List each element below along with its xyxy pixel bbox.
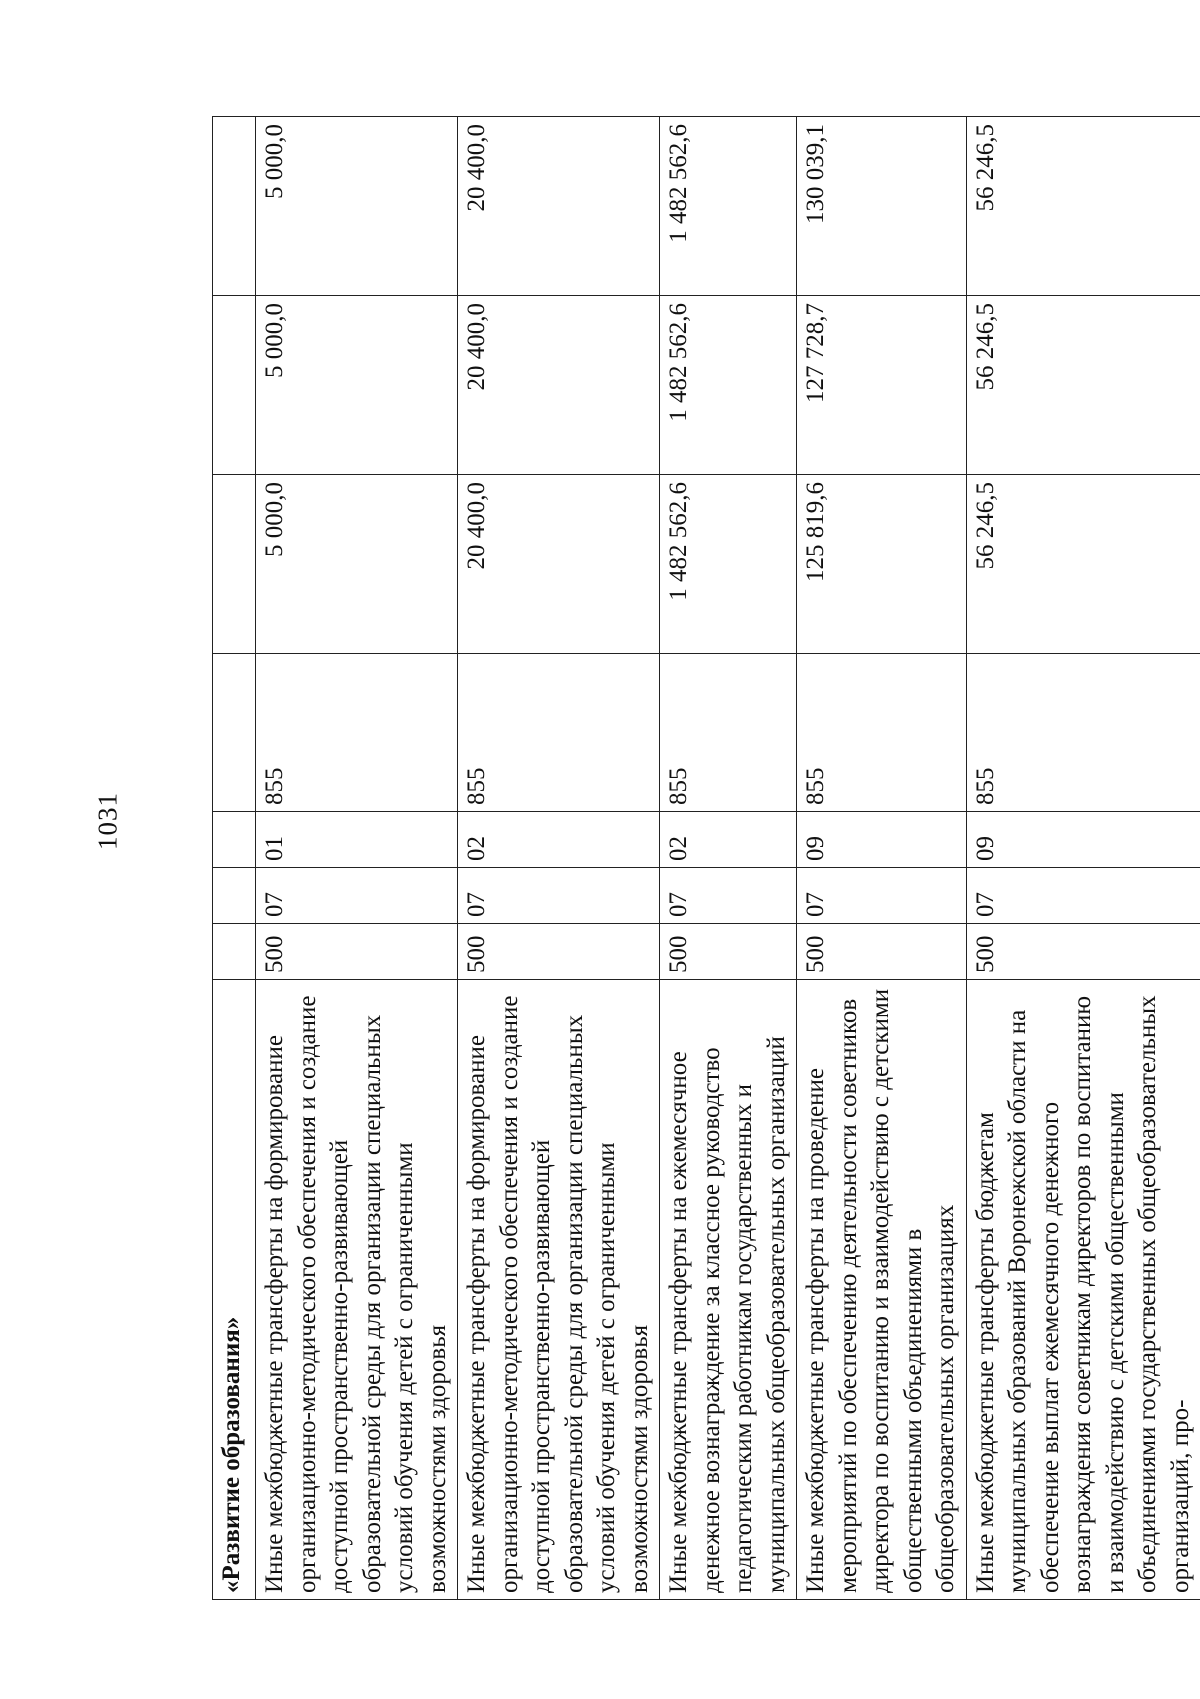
section-row bbox=[213, 117, 256, 1600]
row-name: Иные межбюджетные трансферты бюджетам муниципальных образований Воронежской области на обеспечение выплат ежемесячного денежного вознаграждения советникам директоров по воспитанию и взаимодействию с детскими общественными объединениями государственных общеобразовательных организаций, про- bbox=[966, 980, 1200, 1600]
row-value-2: 20 400,0 bbox=[458, 296, 660, 475]
row-code-subsection: 09 bbox=[966, 812, 1200, 868]
row-value-2: 56 246,5 bbox=[966, 296, 1200, 475]
row-code-admin: 500 bbox=[797, 924, 967, 980]
row-name: Иные межбюджетные трансферты на формирование организационно-методического обеспечения и создание доступной пространственно-развивающей образовательной среды для организации специальных условий обучения детей с ограниченными возможностями здоровья bbox=[458, 980, 660, 1600]
row-value-1: 56 246,5 bbox=[966, 475, 1200, 654]
page-number: 1031 bbox=[92, 792, 123, 850]
empty-cell bbox=[213, 924, 256, 980]
row-code-type: 855 bbox=[458, 654, 660, 812]
row-value-3: 130 039,1 bbox=[797, 117, 967, 296]
row-code-admin: 500 bbox=[458, 924, 660, 980]
table-row bbox=[660, 117, 797, 1600]
row-name: Иные межбюджетные трансферты на формирование организационно-методического обеспечения и создание доступной пространственно-развивающей образовательной среды для организации специальных условий обучения детей с ограниченными возможностями здоровья bbox=[256, 980, 458, 1600]
row-value-2: 5 000,0 bbox=[256, 296, 458, 475]
row-value-3: 56 246,5 bbox=[966, 117, 1200, 296]
row-value-1: 5 000,0 bbox=[256, 475, 458, 654]
row-code-subsection: 02 bbox=[458, 812, 660, 868]
table-row bbox=[256, 117, 458, 1600]
row-code-subsection: 09 bbox=[797, 812, 967, 868]
row-value-3: 20 400,0 bbox=[458, 117, 660, 296]
row-code-type: 855 bbox=[966, 654, 1200, 812]
row-code-type: 855 bbox=[256, 654, 458, 812]
empty-cell bbox=[213, 868, 256, 924]
rotated-table-wrapper bbox=[212, 117, 1194, 1600]
row-code-subsection: 02 bbox=[660, 812, 797, 868]
empty-cell bbox=[213, 475, 256, 654]
row-value-1: 125 819,6 bbox=[797, 475, 967, 654]
row-code-admin: 500 bbox=[256, 924, 458, 980]
empty-cell bbox=[213, 117, 256, 296]
budget-table bbox=[212, 116, 1200, 1600]
table-row bbox=[458, 117, 660, 1600]
row-value-3: 5 000,0 bbox=[256, 117, 458, 296]
row-value-2: 127 728,7 bbox=[797, 296, 967, 475]
row-code-admin: 500 bbox=[660, 924, 797, 980]
table-row bbox=[797, 117, 967, 1600]
row-code-section: 07 bbox=[966, 868, 1200, 924]
row-value-1: 20 400,0 bbox=[458, 475, 660, 654]
row-code-section: 07 bbox=[797, 868, 967, 924]
row-value-1: 1 482 562,6 bbox=[660, 475, 797, 654]
empty-cell bbox=[213, 296, 256, 475]
row-code-type: 855 bbox=[660, 654, 797, 812]
row-code-type: 855 bbox=[797, 654, 967, 812]
row-code-section: 07 bbox=[256, 868, 458, 924]
row-code-admin: 500 bbox=[966, 924, 1200, 980]
row-value-2: 1 482 562,6 bbox=[660, 296, 797, 475]
empty-cell bbox=[213, 812, 256, 868]
row-value-3: 1 482 562,6 bbox=[660, 117, 797, 296]
row-name: Иные межбюджетные трансферты на проведение мероприятий по обеспечению деятельности советников директора по воспитанию и взаимодействию с детскими общественными объединениями в общеобразовательных организациях bbox=[797, 980, 967, 1600]
empty-cell bbox=[213, 654, 256, 812]
row-code-section: 07 bbox=[660, 868, 797, 924]
table-row bbox=[966, 117, 1200, 1600]
row-name: Иные межбюджетные трансферты на ежемесячное денежное вознаграждение за классное руководство педагогическим работникам государственных и муниципальных общеобразовательных организаций bbox=[660, 980, 797, 1600]
row-code-section: 07 bbox=[458, 868, 660, 924]
row-code-subsection: 01 bbox=[256, 812, 458, 868]
section-title: «Развитие образования» bbox=[213, 980, 256, 1600]
